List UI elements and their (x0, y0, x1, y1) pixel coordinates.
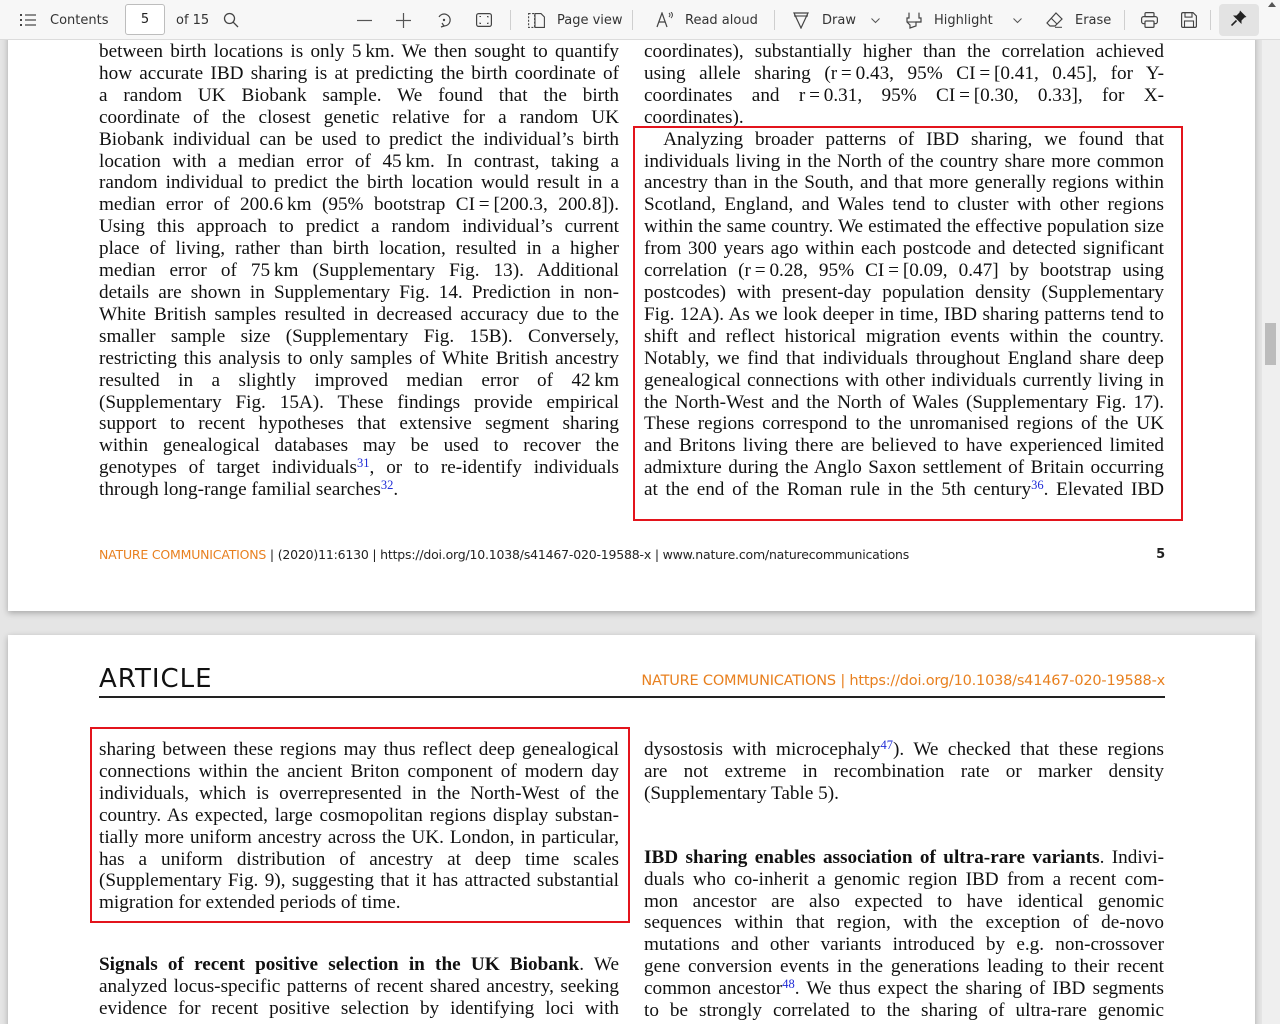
left-column (99, 41, 619, 501)
text-line: median error of 200.6 km (95% bootstrap CI = [200.3, 200.8]). (99, 194, 619, 216)
plus-icon (396, 13, 411, 28)
text-line: White British samples resulted in decreased accuracy due to the (99, 303, 619, 325)
text-line: Biobank individual can be used to predict the individual’s birth (99, 128, 619, 150)
toolbar-divider (1124, 10, 1125, 30)
text-line: details are shown in Supplementary Fig. 14. Prediction in non- (99, 281, 619, 303)
page-number: 5 (1156, 547, 1165, 562)
text-line: restricting this analysis to only samples of White British ancestry (99, 347, 619, 369)
text-line: sequences within that region, with the exception of de-novo (644, 912, 1164, 934)
text-line: Using this approach to predict a random individual’s current (99, 216, 619, 238)
text-fragment: , or to re-identify individuals (369, 457, 619, 479)
search-button[interactable] (223, 0, 239, 40)
paragraph-spacer (644, 805, 1164, 847)
text-line: sharing between these regions may thus reflect deep genealogical (99, 739, 619, 760)
reference-link[interactable]: 48 (782, 977, 795, 992)
right-column (644, 739, 1164, 1022)
draw-label: Draw (822, 12, 856, 28)
text-line: support to recent hypotheses that extensive segment sharing (99, 413, 619, 435)
text-line: individuals living in the North of the country share more common (644, 150, 1164, 172)
text-line: Analyzing broader patterns of IBD sharing, we found that (644, 128, 1164, 150)
text-line: postcodes) with present-day population density (Supplementary (644, 281, 1164, 303)
text-line (644, 978, 1164, 1000)
read-aloud-button[interactable] (656, 0, 758, 40)
text-line: analyzed locus-specific patterns of recent shared ancestry, seeking (99, 976, 619, 998)
text-line: tially more uniform ancestry across the UK. London, in particular, (99, 826, 619, 848)
text-line: genealogical connections with other individuals currently living in (644, 369, 1164, 391)
text-line: correlation (r = 0.28, 95% CI = [0.09, 0.47] by bootstrap using (644, 260, 1164, 282)
chevron-down-icon (871, 13, 880, 28)
text-fragment: through long-range familial searches (99, 479, 381, 501)
pin-icon (1231, 10, 1247, 30)
search-icon (223, 12, 239, 28)
text-line: smaller sample size (Supplementary Fig. 15B). Conversely, (99, 325, 619, 347)
text-line (99, 954, 619, 976)
text-fragment: ). We checked that these regions (892, 739, 1164, 760)
printer-icon (1141, 12, 1158, 28)
chevron-down-icon (1013, 13, 1022, 28)
text-fragment: genotypes of target individuals (99, 457, 358, 479)
text-fragment: . We thus expect the sharing of IBD segments (794, 978, 1164, 1000)
vertical-scrollbar[interactable] (1262, 40, 1280, 1024)
text-line: using allele sharing (r = 0.43, 95% CI = [0.41, 0.45], for Y- (644, 62, 1164, 84)
journal-doi-link[interactable]: NATURE COMMUNICATIONS | https://doi.org/10.1038/s41467-020-19588-x (641, 673, 1165, 689)
text-line: and Britons living there are believed to have experienced limited (644, 435, 1164, 457)
reference-link[interactable]: 47 (880, 738, 893, 752)
paragraph-spacer (99, 914, 619, 954)
page-view-label: Page view (557, 12, 623, 28)
toolbar-divider (774, 10, 775, 30)
save-disk-icon (1181, 12, 1197, 28)
text-line: evidence for recent positive selection by identifying loci with (99, 998, 619, 1020)
text-line: has a uniform distribution of ancestry at deep time scales (99, 848, 619, 870)
pin-toolbar-button[interactable] (1219, 4, 1259, 36)
text-line (99, 457, 619, 479)
page-number-input[interactable]: 5 (125, 4, 165, 35)
list-icon (20, 13, 36, 27)
reference-link[interactable]: 36 (1031, 478, 1044, 493)
text-fragment: dysostosis with microcephaly (644, 739, 881, 760)
zoom-in-button[interactable] (396, 0, 411, 40)
section-heading: IBD sharing enables association of ultra-rare variants (644, 846, 1100, 868)
text-fragment: . Elevated IBD (1043, 479, 1164, 501)
print-button[interactable] (1141, 0, 1158, 40)
text-line: coordinates), substantially higher than the correlation achieved (644, 41, 1164, 62)
draw-options-chevron[interactable] (871, 0, 880, 40)
toolbar-divider (510, 10, 511, 30)
minus-icon (357, 13, 372, 28)
text-line: within the same country. We estimated the effective population size (644, 216, 1164, 238)
left-column (99, 739, 619, 1020)
text-line: gene conversion events in the generations leading to their recent (644, 956, 1164, 978)
text-line: shift and reflect historical migration events within the country. (644, 325, 1164, 347)
text-line: Scotland, England, and Wales tend to cluster with other regions (644, 194, 1164, 216)
pdf-toolbar (0, 0, 1280, 40)
text-line: are not extreme in recombination rate or marker density (644, 760, 1164, 782)
text-fragment: at the end of the Roman rule in the 5th century (644, 479, 1032, 501)
text-line: place of living, rather than birth location, resulted in a higher (99, 238, 619, 260)
text-line: Notably, we find that individuals throughout England share deep (644, 347, 1164, 369)
text-line: coordinates). (644, 106, 744, 128)
text-line (99, 479, 619, 501)
text-line: (Supplementary Fig. 9), suggesting that it has attracted substantial (99, 870, 619, 892)
right-column (644, 41, 1164, 501)
read-aloud-label: Read aloud (685, 12, 758, 28)
text-line: coordinate of the closest genetic relative for a random UK (99, 106, 619, 128)
fit-page-button[interactable] (476, 0, 492, 40)
text-fragment: common ancestor (644, 978, 783, 1000)
text-line: random individual to predict the birth location would result in a (99, 172, 619, 194)
text-line: connections within the ancient Briton component of modern day (99, 760, 619, 782)
text-line: the North-West and the North of Wales (Supplementary Fig. 17). (644, 391, 1164, 413)
draw-button[interactable] (793, 0, 856, 40)
text-line: how accurate IBD sharing is at predicting the birth coordinate of (99, 62, 619, 84)
erase-label: Erase (1075, 12, 1112, 28)
text-line (644, 479, 1164, 501)
eraser-icon (1046, 12, 1063, 28)
text-line: admixture during the Anglo Saxon settlement of Britain occurring (644, 457, 1164, 479)
pdf-page-5 (8, 0, 1255, 611)
text-line: (Supplementary Table 5). (644, 782, 839, 804)
text-line: These regions correspond to the unromanised regions of the UK (644, 413, 1164, 435)
toolbar-divider (1210, 10, 1211, 30)
pdf-page-6 (8, 635, 1255, 1024)
text-line: duals who co-inherit a genomic region IBD from a recent com- (644, 868, 1164, 890)
text-line: within genealogical databases may be used to recover the (99, 435, 619, 457)
text-line: individuals, which is overrepresented in the North-West of the (99, 782, 619, 804)
highlight-button[interactable] (906, 0, 993, 40)
text-line: coordinates and r = 0.31, 95% CI = [0.30, 0.33], for X- (644, 84, 1164, 106)
text-line (644, 847, 1164, 869)
reference-link[interactable]: 31 (357, 456, 370, 471)
fit-page-icon (476, 13, 492, 27)
save-button[interactable] (1181, 0, 1197, 40)
text-line: mutations and other variants introduced by e.g. non-crossover (644, 934, 1164, 956)
read-aloud-icon (656, 12, 674, 28)
footer-citation: | (2020)11:6130 | https://doi.org/10.1038/s41467-020-19588-x | www.nature.com/naturecommunications (266, 547, 910, 562)
text-line: location with a median error of 45 km. In contrast, taking a (99, 150, 619, 172)
text-line: ancestry than in the South, and that more generally regions within (644, 172, 1164, 194)
text-line: Fig. 12A). As we look deeper in time, IBD sharing patterns tend to (644, 303, 1164, 325)
article-header (99, 664, 1165, 698)
rotate-button[interactable] (436, 0, 452, 40)
erase-button[interactable] (1046, 0, 1111, 40)
reference-link[interactable]: 32 (380, 478, 394, 493)
page-view-button[interactable] (528, 0, 623, 40)
text-line: migration for extended periods of time. (99, 892, 401, 914)
highlight-label: Highlight (934, 12, 993, 28)
zoom-out-button[interactable] (357, 0, 372, 40)
page-total: of 15 (176, 12, 210, 28)
toolbar-divider (632, 10, 633, 30)
page-footer (99, 547, 1165, 562)
text-line: (Supplementary Fig. 15A). These findings provide empirical (99, 391, 619, 413)
text-line: from 300 years ago within each postcode and detected significant (644, 238, 1164, 260)
text-line: between birth locations is only 5 km. We then sought to quantify (99, 41, 619, 62)
text-line: mon ancestor are also expected to have identical genomic (644, 890, 1164, 912)
article-label: ARTICLE (99, 664, 213, 694)
journal-brand: NATURE COMMUNICATIONS (99, 547, 267, 562)
text-fragment: . (393, 479, 399, 501)
text-line: country. As expected, large cosmopolitan regions display substan- (99, 804, 619, 826)
scrollbar-thumb[interactable] (1265, 323, 1276, 365)
rotate-icon (436, 12, 452, 28)
highlight-options-chevron[interactable] (1013, 0, 1022, 40)
text-line: to be strongly correlated to the sharing of ultra-rare genomic (644, 1000, 1164, 1022)
scroll-up-arrow[interactable] (1268, 2, 1276, 7)
text-line: median error of 75 km (Supplementary Fig. 13). Additional (99, 260, 619, 282)
contents-label: Contents (50, 12, 109, 28)
section-heading: Signals of recent positive selection in the UK Biobank (99, 954, 580, 976)
text-fragment: . We (579, 954, 619, 976)
draw-pen-icon (793, 12, 809, 29)
text-line: resulted in a slightly improved median error of 42 km (99, 369, 619, 391)
page-view-icon (528, 13, 545, 28)
text-line: a random UK Biobank sample. We found that the birth (99, 84, 619, 106)
highlighter-icon (906, 12, 922, 29)
contents-button[interactable] (20, 0, 108, 40)
text-line (644, 739, 1164, 761)
text-fragment: . Indivi- (1099, 846, 1164, 868)
